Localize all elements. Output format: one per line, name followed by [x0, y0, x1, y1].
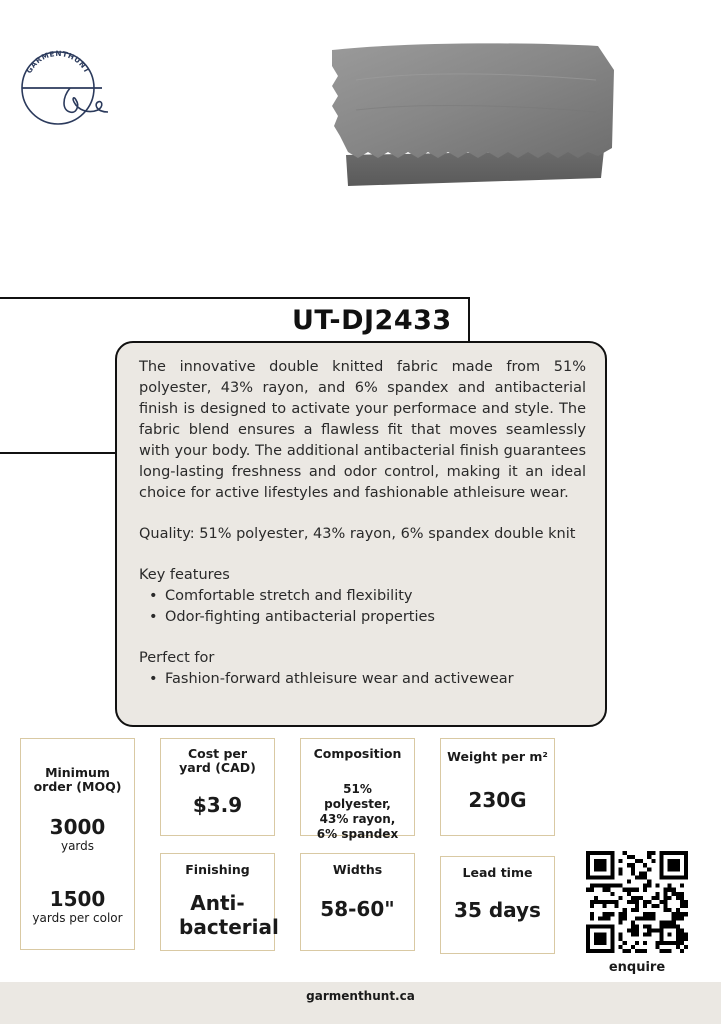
- composition-box: [300, 738, 415, 841]
- composition-value: 51% polyester, 43% rayon, 6% spandex: [316, 782, 399, 841]
- key-features-heading: Key features: [139, 567, 230, 583]
- product-description: The innovative double knitted fabric made from 51% polyester, 43% rayon, and 6% spandex and antibacterial finish is designed to activate your performace and style. The fabric blend ensures a flawless fit that moves seamlessly with your body. The additional antibacterial finish guarantees long-lasting freshness and odor control, making it an ideal choice for active lifestyles and fashionable athleisure wear.: [139, 359, 586, 501]
- composition-label: Composition: [313, 746, 402, 761]
- lead-time-box: [440, 856, 555, 954]
- quality-line: Quality: 51% polyester, 43% rayon, 6% spandex double knit: [139, 526, 576, 542]
- perfect-for-heading: Perfect for: [139, 650, 215, 666]
- perfect-for-list: [139, 669, 586, 690]
- moq-value-total: 3000: [49, 815, 106, 839]
- moq-unit-per-color: yards per color: [32, 911, 123, 925]
- finishing-value: Anti-bacterial: [179, 891, 279, 939]
- weight-value: 230G: [468, 788, 527, 812]
- garmenthunt-logo: [18, 46, 114, 128]
- moq-unit-total: yards: [60, 839, 95, 853]
- footer-bar: [0, 982, 721, 1024]
- finishing-box: [160, 853, 279, 951]
- key-feature-item: • Odor-fighting antibacterial properties: [149, 607, 586, 628]
- title-frame-right-line: [468, 297, 470, 341]
- widths-value: 58-60": [320, 897, 395, 921]
- product-code-title: UT-DJ2433: [292, 305, 452, 336]
- enquire-qr-code[interactable]: [586, 851, 688, 953]
- title-frame-bottom-line: [0, 452, 116, 454]
- enquire-label: enquire: [608, 960, 666, 975]
- moq-label: Minimum order (MOQ): [33, 765, 122, 794]
- weight-box: [440, 738, 555, 836]
- lead-time-value: 35 days: [454, 898, 541, 922]
- fabric-swatch-image: [326, 40, 616, 190]
- lead-time-label: Lead time: [462, 865, 533, 880]
- cost-box: [160, 738, 275, 836]
- moq-value-per-color: 1500: [49, 887, 106, 911]
- description-card: [115, 341, 607, 727]
- title-frame-top-line: [0, 297, 470, 299]
- finishing-label: Finishing: [185, 862, 250, 877]
- cost-label: Cost per yard (CAD): [179, 746, 256, 775]
- footer-website-link[interactable]: garmenthunt.ca: [306, 989, 415, 1003]
- cost-value: $3.9: [192, 793, 243, 817]
- weight-label: Weight per m²: [447, 749, 548, 764]
- svg-text:GARMENTHUNT: GARMENTHUNT: [24, 48, 92, 75]
- key-features-list: [139, 586, 586, 628]
- key-feature-item: • Comfortable stretch and flexibility: [149, 586, 586, 607]
- moq-box: [20, 738, 135, 950]
- perfect-for-item: • Fashion-forward athleisure wear and activewear: [149, 669, 586, 690]
- widths-label: Widths: [332, 862, 383, 877]
- widths-box: [300, 853, 415, 951]
